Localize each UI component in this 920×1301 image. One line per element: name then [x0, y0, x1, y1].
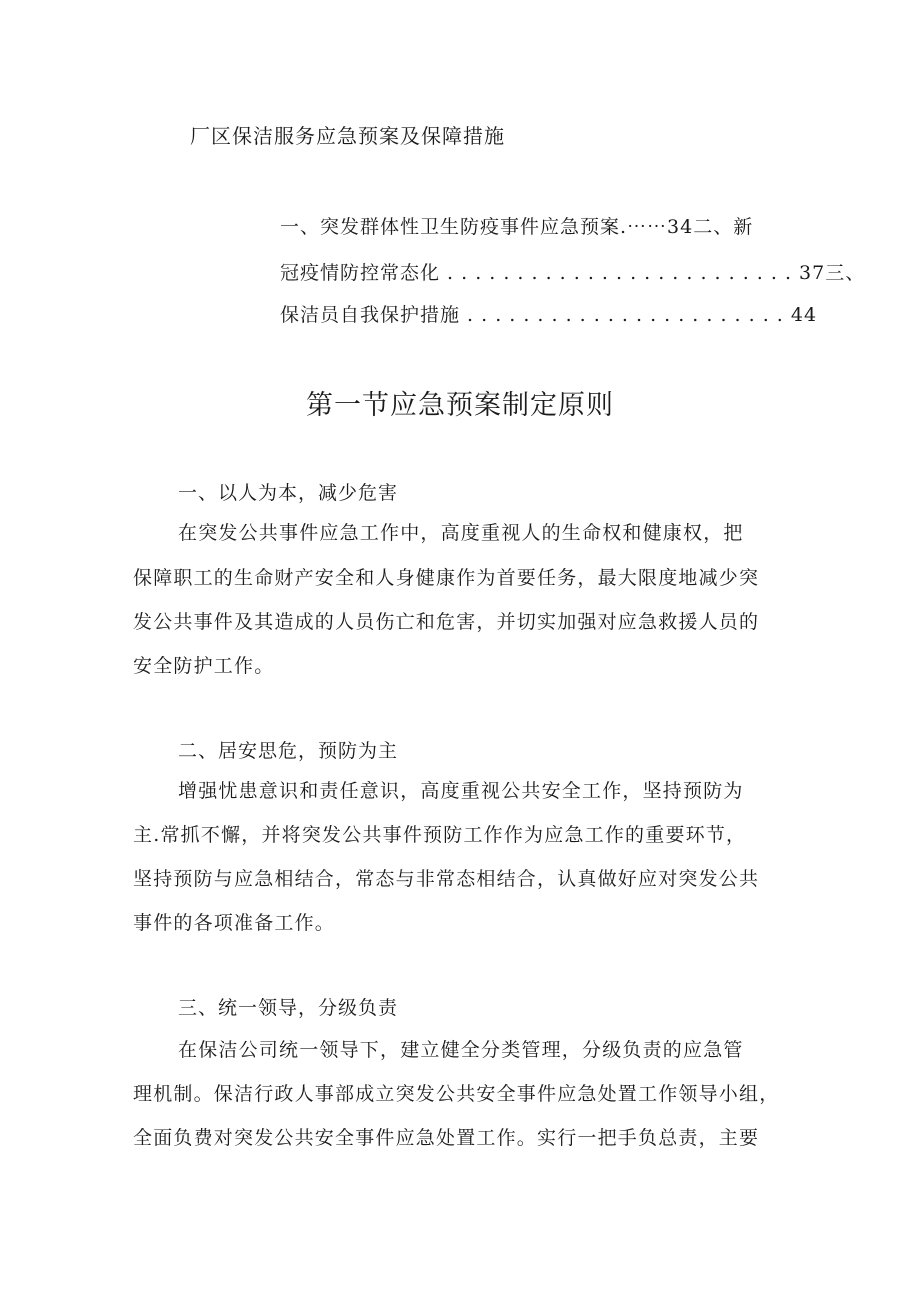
principle-2-heading: 二、居安思危，预防为主 — [178, 740, 399, 762]
principle-2-line-1: 增强忧患意识和责任意识，高度重视公共安全工作，坚持预防为 — [178, 780, 744, 802]
principle-2-line-2: 主.常抓不懈，并将突发公共事件预防工作作为应急工作的重要环节， — [133, 824, 747, 846]
principle-1-line-3: 发公共事件及其造成的人员伤亡和危害，并切实加强对应急救援人员的 — [133, 611, 760, 633]
principle-1-line-2: 保障职工的生命财产安全和人身健康作为首要任务，最大限度地减少突 — [133, 567, 760, 589]
principle-3-line-3: 全面负费对突发公共安全事件应急处置工作。实行一把手负总责，主要 — [133, 1127, 760, 1149]
principle-1-line-4: 安全防护工作。 — [133, 655, 275, 677]
principle-3-line-1: 在保洁公司统一领导下，建立健全分类管理，分级负责的应急管 — [178, 1039, 744, 1061]
toc-line-2: 冠疫情防控常态化 . . . . . . . . . . . . . . . . . . . . . . . . . 37三、 — [280, 262, 866, 284]
section-heading: 第一节应急预案制定原则 — [306, 390, 614, 421]
principle-3-line-2: 理机制。保洁行政人事部成立突发公共安全事件应急处置工作领导小组， — [133, 1083, 780, 1105]
principle-2-line-3: 坚持预防与应急相结合，常态与非常态相结合，认真做好应对突发公共 — [133, 868, 760, 890]
principle-3-heading: 三、统一领导，分级负责 — [178, 997, 399, 1019]
principle-2-line-4: 事件的各项准备工作。 — [133, 912, 336, 934]
principle-1-heading: 一、以人为本，减少危害 — [178, 482, 399, 504]
toc-line-1: 一、突发群体性卫生防疫事件应急预案.⋯⋯34二、新 — [280, 216, 754, 238]
toc-line-3: 保洁员自我保护措施 . . . . . . . . . . . . . . . . . . . . . . . 44 — [280, 304, 818, 326]
document-title: 厂区保洁服务应急预案及保障措施 — [190, 124, 505, 148]
principle-1-line-1: 在突发公共事件应急工作中，高度重视人的生命权和健康权，把 — [178, 522, 744, 544]
